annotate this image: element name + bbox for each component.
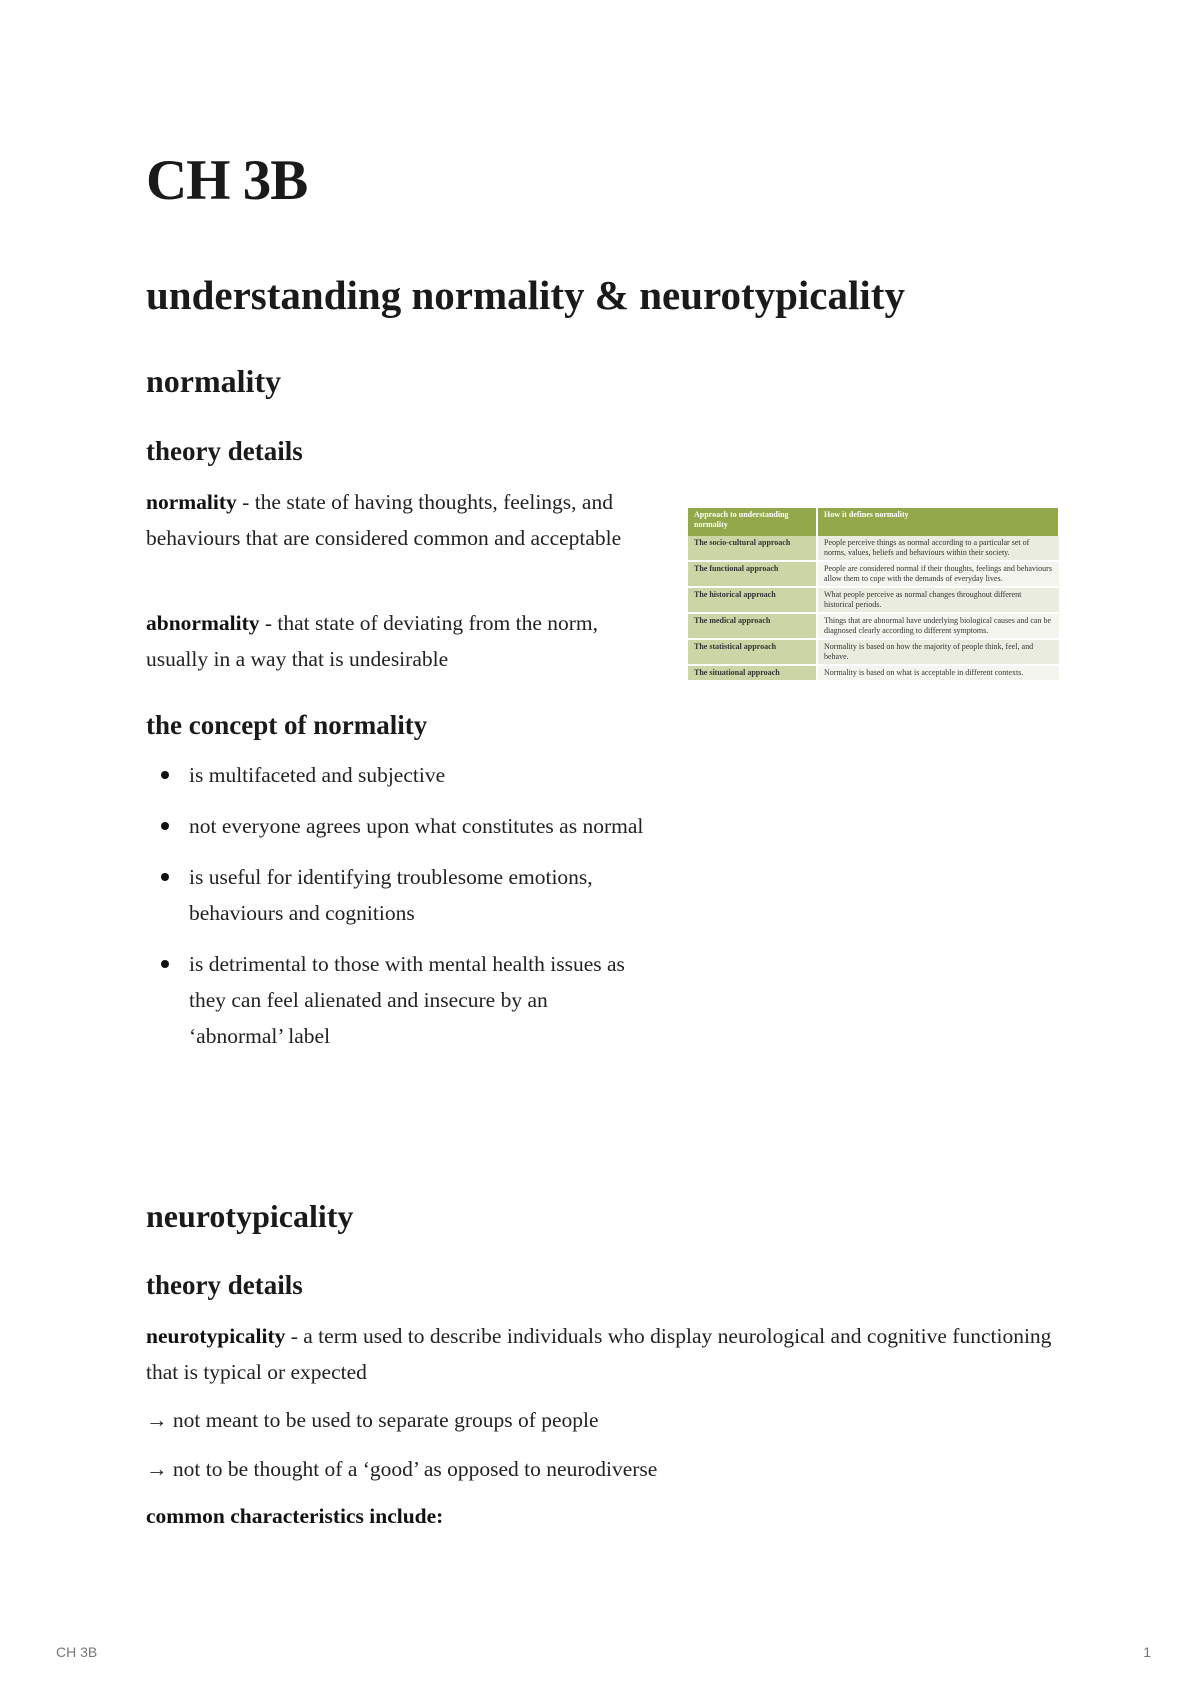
table-row xyxy=(688,665,1059,681)
neurotypicality-definition xyxy=(146,1318,1066,1390)
table-header-row xyxy=(688,508,1059,536)
page-footer xyxy=(0,1637,1200,1697)
table-cell-approach: The functional approach xyxy=(688,561,817,587)
list-item: is detrimental to those with mental health issues as they can feel alienated and insecure by an ‘abnormal’ label xyxy=(146,946,646,1054)
neurotypicality-heading: neurotypicality xyxy=(146,1198,354,1234)
list-item: is useful for identifying troublesome emotions, behaviours and cognitions xyxy=(146,859,646,931)
neurotypicality-note-2: → not to be thought of a ‘good’ as opposed to neurodiverse xyxy=(146,1457,658,1481)
normality-theory-heading: theory details xyxy=(146,436,303,466)
table-cell-definition: Normality is based on what is acceptable in different contexts. xyxy=(817,665,1059,681)
table-cell-approach: The situational approach xyxy=(688,665,817,681)
table-row xyxy=(688,536,1059,561)
abnormality-term: abnormality xyxy=(146,611,260,635)
neurotypicality-term: neurotypicality xyxy=(146,1324,286,1348)
neurotypicality-theory-heading: theory details xyxy=(146,1270,303,1300)
normality-definition-text: - the state of having thoughts, feelings, and behaviours that are considered common and acceptable xyxy=(146,490,622,550)
table-cell-approach: The statistical approach xyxy=(688,639,817,665)
table-cell-definition: People perceive things as normal according to a particular set of norms, values, beliefs and behaviours within their society. xyxy=(817,536,1059,561)
approaches-to-normality-table xyxy=(688,508,1060,682)
abnormality-definition xyxy=(146,605,616,677)
normality-definition xyxy=(146,484,644,556)
table-row xyxy=(688,639,1059,665)
common-characteristics-heading: common characteristics include: xyxy=(146,1504,444,1528)
normality-heading: normality xyxy=(146,363,282,399)
footer-page-number: 1 xyxy=(1143,1644,1151,1660)
table-cell-approach: The medical approach xyxy=(688,613,817,639)
table-cell-definition: People are considered normal if their thoughts, feelings and behaviours allow them to cope with the demands of everyday lives. xyxy=(817,561,1059,587)
table-header-approach: Approach to understanding normality xyxy=(688,508,817,536)
table-row xyxy=(688,587,1059,613)
table-cell-definition: What people perceive as normal changes throughout different historical periods. xyxy=(817,587,1059,613)
table-cell-definition: Things that are abnormal have underlying biological causes and can be diagnosed clearly according to different symptoms. xyxy=(817,613,1059,639)
abnormality-definition-text: - that state of deviating from the norm, usually in a way that is undesirable xyxy=(146,611,599,671)
list-item: is multifaceted and subjective xyxy=(146,757,646,793)
normality-term: normality xyxy=(146,490,237,514)
table-cell-definition: Normality is based on how the majority of people think, feel, and behave. xyxy=(817,639,1059,665)
neurotypicality-note-1: → not meant to be used to separate groups of people xyxy=(146,1408,599,1432)
neurotypicality-definition-text: - a term used to describe individuals who display neurological and cognitive functioning that is typical or expected xyxy=(146,1324,1052,1384)
document-subtitle: understanding normality & neurotypicality xyxy=(146,272,905,318)
table-header-definition: How it defines normality xyxy=(817,508,1059,536)
table-cell-approach: The socio-cultural approach xyxy=(688,536,817,561)
footer-document-label: CH 3B xyxy=(56,1644,98,1660)
table-cell-approach: The historical approach xyxy=(688,587,817,613)
document-title: CH 3B xyxy=(146,149,308,212)
normality-concept-list xyxy=(146,757,646,1069)
table-row xyxy=(688,613,1059,639)
table-row xyxy=(688,561,1059,587)
list-item: not everyone agrees upon what constitutes as normal xyxy=(146,808,646,844)
concept-of-normality-heading: the concept of normality xyxy=(146,710,428,740)
